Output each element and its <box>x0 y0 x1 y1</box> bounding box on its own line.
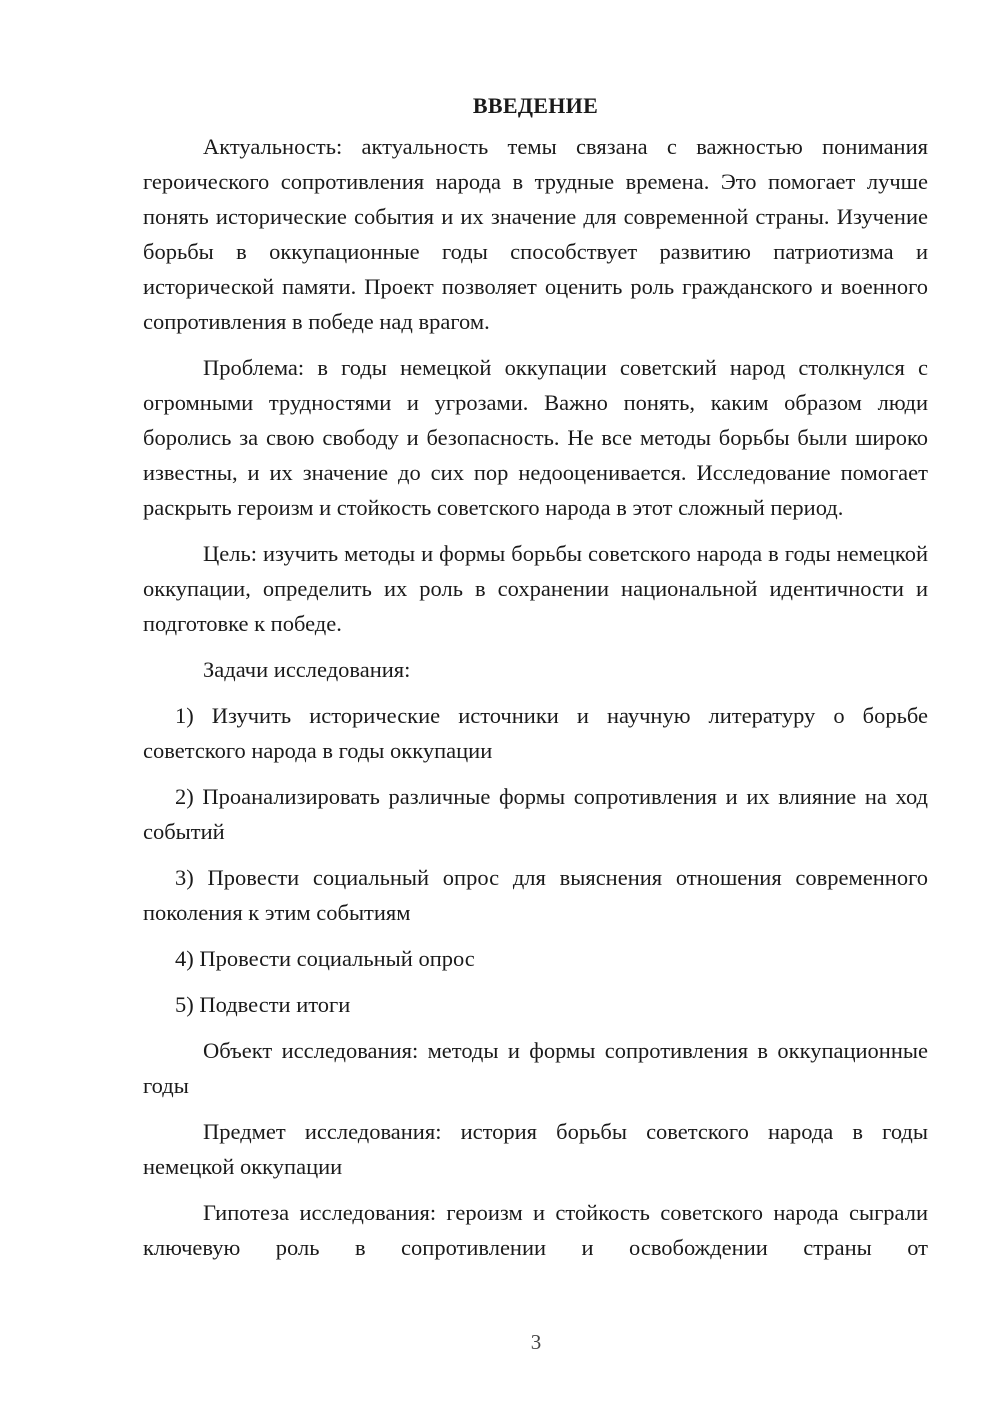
paragraph-relevance: Актуальность: актуальность темы связана с важностью понимания героического сопротивления народа в трудные времена. Это помогает лучше понять исторические события и их значение для современной страны. Изучение борьбы в оккупационные годы способствует развитию патриотизма и исторической памяти. Проект позволяет оценить роль гражданского и военного сопротивления в победе над врагом. <box>143 134 928 334</box>
paragraph-subject: Предмет исследования: история борьбы советского народа в годы немецкой оккупации <box>143 1119 928 1179</box>
task-item-3: 3) Провести социальный опрос для выяснения отношения современного поколения к этим событиям <box>143 865 928 925</box>
task-item-2: 2) Проанализировать различные формы сопротивления и их влияние на ход событий <box>143 784 928 844</box>
paragraph-tasks-heading: Задачи исследования: <box>203 657 411 682</box>
page-content <box>143 92 928 1265</box>
task-item-5: 5) Подвести итоги <box>175 992 351 1017</box>
task-item-1: 1) Изучить исторические источники и научную литературу о борьбе советского народа в годы оккупации <box>143 703 928 763</box>
paragraph-goal: Цель: изучить методы и формы борьбы советского народа в годы немецкой оккупации, определить их роль в сохранении национальной идентичности и подготовке к победе. <box>143 541 928 636</box>
paragraph-object: Объект исследования: методы и формы сопротивления в оккупационные годы <box>143 1038 928 1098</box>
task-item-4: 4) Провести социальный опрос <box>175 946 475 971</box>
paragraph-problem: Проблема: в годы немецкой оккупации советский народ столкнулся с огромными трудностями и угрозами. Важно понять, каким образом люди боролись за свою свободу и безопасность. Не все методы борьбы были широко известны, и их значение до сих пор недооценивается. Исследование помогает раскрыть героизм и стойкость советского народа в этот сложный период. <box>143 355 928 520</box>
paragraph-hypothesis: Гипотеза исследования: героизм и стойкость советского народа сыграли ключевую роль в сопротивлении и освобождении страны от <box>143 1200 928 1260</box>
page-title: ВВЕДЕНИЕ <box>472 93 599 118</box>
page-number: 3 <box>530 1330 542 1354</box>
